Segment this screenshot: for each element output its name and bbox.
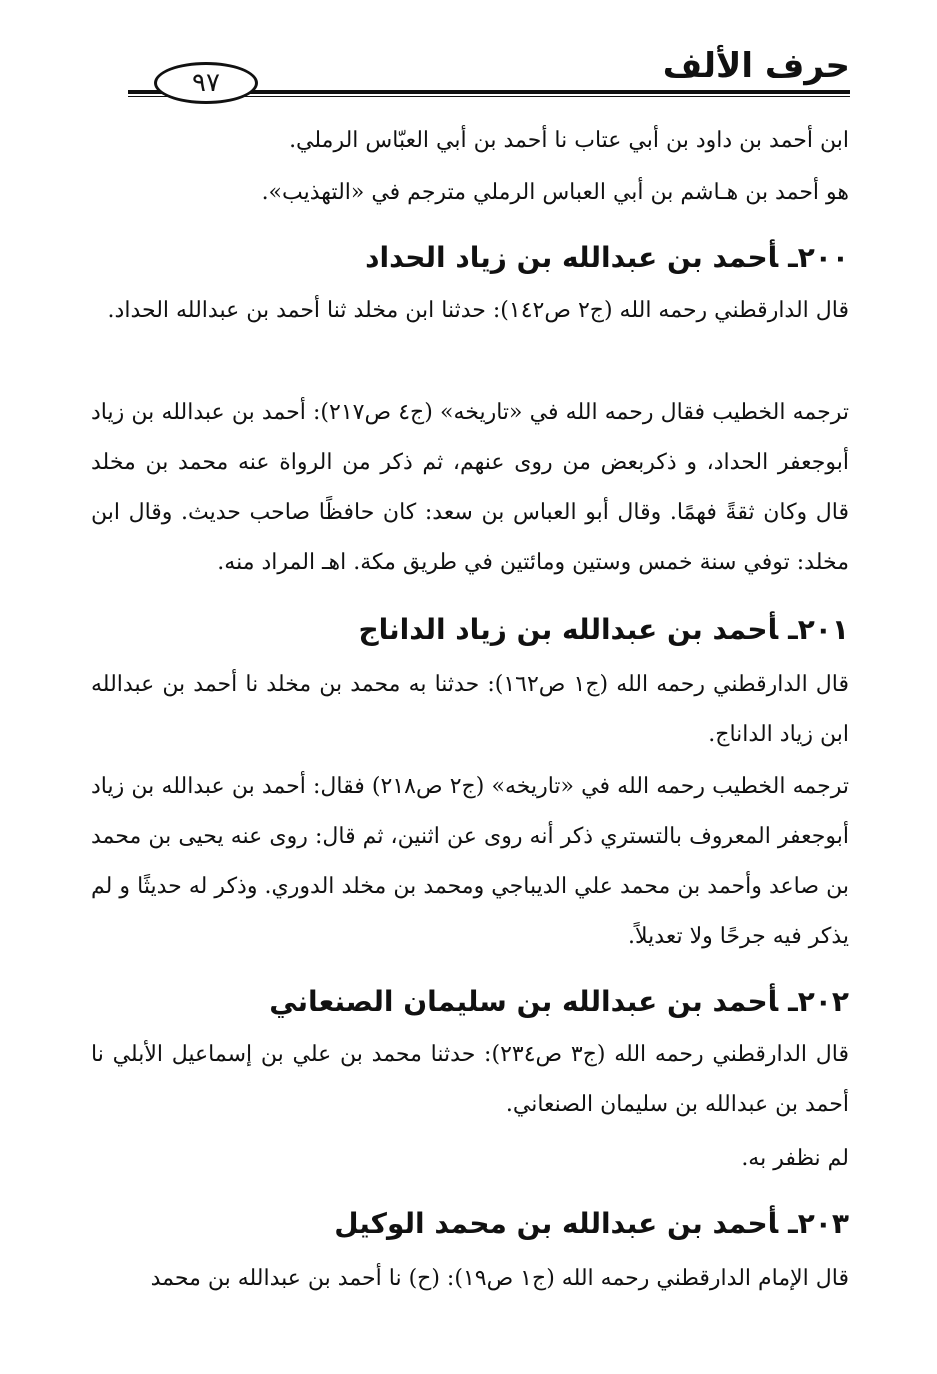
entry-number: ٢٠٣ـ — [788, 1207, 849, 1240]
entry-number: ٢٠٢ـ — [788, 985, 849, 1018]
entry-title: أحمد بن عبدالله بن زياد الداناج — [358, 613, 779, 646]
entry-number: ٢٠١ـ — [788, 613, 849, 646]
entry-title: أحمد بن عبدالله بن زياد الحداد — [365, 241, 779, 274]
paragraph: قال الدارقطني رحمه الله (ج٢ ص١٤٢): حدثنا ابن مخلد ثنا أحمد بن عبدالله الحداد. — [107, 298, 849, 323]
paragraph: قال الإمام الدارقطني رحمه الله (ج١ ص١٩): (ح) نا أحمد بن عبدالله بن محمد — [150, 1266, 849, 1291]
running-header — [128, 44, 850, 104]
paragraph: ترجمه الخطيب فقال رحمه الله في «تاريخه» (ج٤ ص٢١٧): أحمد بن عبدالله بن زياد أبوجعفر الحداد، و ذكربعض من روى عنهم، ثم ذكر من الرواة عنه محمد بن مخلد قال وكان ثقةً فهمًا. وقال أبو العباس بن سعد: كان حافظًا صاحب حديث. وقال ابن مخلد: توفي سنة خمس وستين ومائتين في طريق مكة. اهـ المراد منه. — [91, 400, 849, 575]
entry-title: أحمد بن عبدالله بن سليمان الصنعاني — [269, 985, 779, 1018]
entry-title: أحمد بن عبدالله بن محمد الوكيل — [334, 1207, 779, 1240]
entry-heading — [89, 982, 849, 1022]
entry-heading — [89, 238, 849, 278]
paragraph: ابن أحمد بن داود بن أبي عتاب نا أحمد بن أبي العبّاس الرملي. — [289, 128, 849, 153]
entry-heading — [89, 610, 849, 650]
paragraph: لم نظفر به. — [741, 1146, 849, 1171]
paragraph: قال الدارقطني رحمه الله (ج١ ص١٦٢): حدثنا به محمد بن مخلد نا أحمد بن عبدالله ابن زياد الداناج. — [91, 672, 849, 747]
entry-heading — [89, 1204, 849, 1244]
entry-number: ٢٠٠ـ — [788, 241, 849, 274]
page-number: ٩٧ — [154, 62, 258, 104]
paragraph: هو أحمد بن هـاشم بن أبي العباس الرملي مترجم في «التهذيب». — [261, 180, 849, 205]
paragraph: قال الدارقطني رحمه الله (ج٣ ص٢٣٤): حدثنا محمد بن علي بن إسماعيل الأبلي نا أحمد بن عبدالله بن سليمان الصنعاني. — [91, 1042, 850, 1117]
paragraph: ترجمه الخطيب رحمه الله في «تاريخه» (ج٢ ص٢١٨) فقال: أحمد بن عبدالله بن زياد أبوجعفر المعروف بالتستري ذكر أنه روى عن اثنين، ثم قال: روى عنه يحيى بن محمد بن صاعد وأحمد بن محمد علي الديباجي ومحمد بن مخلد الدوري. وذكر له حديثًا و لم يذكر فيه جرحًا ولا تعديلاً. — [91, 774, 849, 949]
chapter-title: حرف الألف — [662, 46, 850, 86]
